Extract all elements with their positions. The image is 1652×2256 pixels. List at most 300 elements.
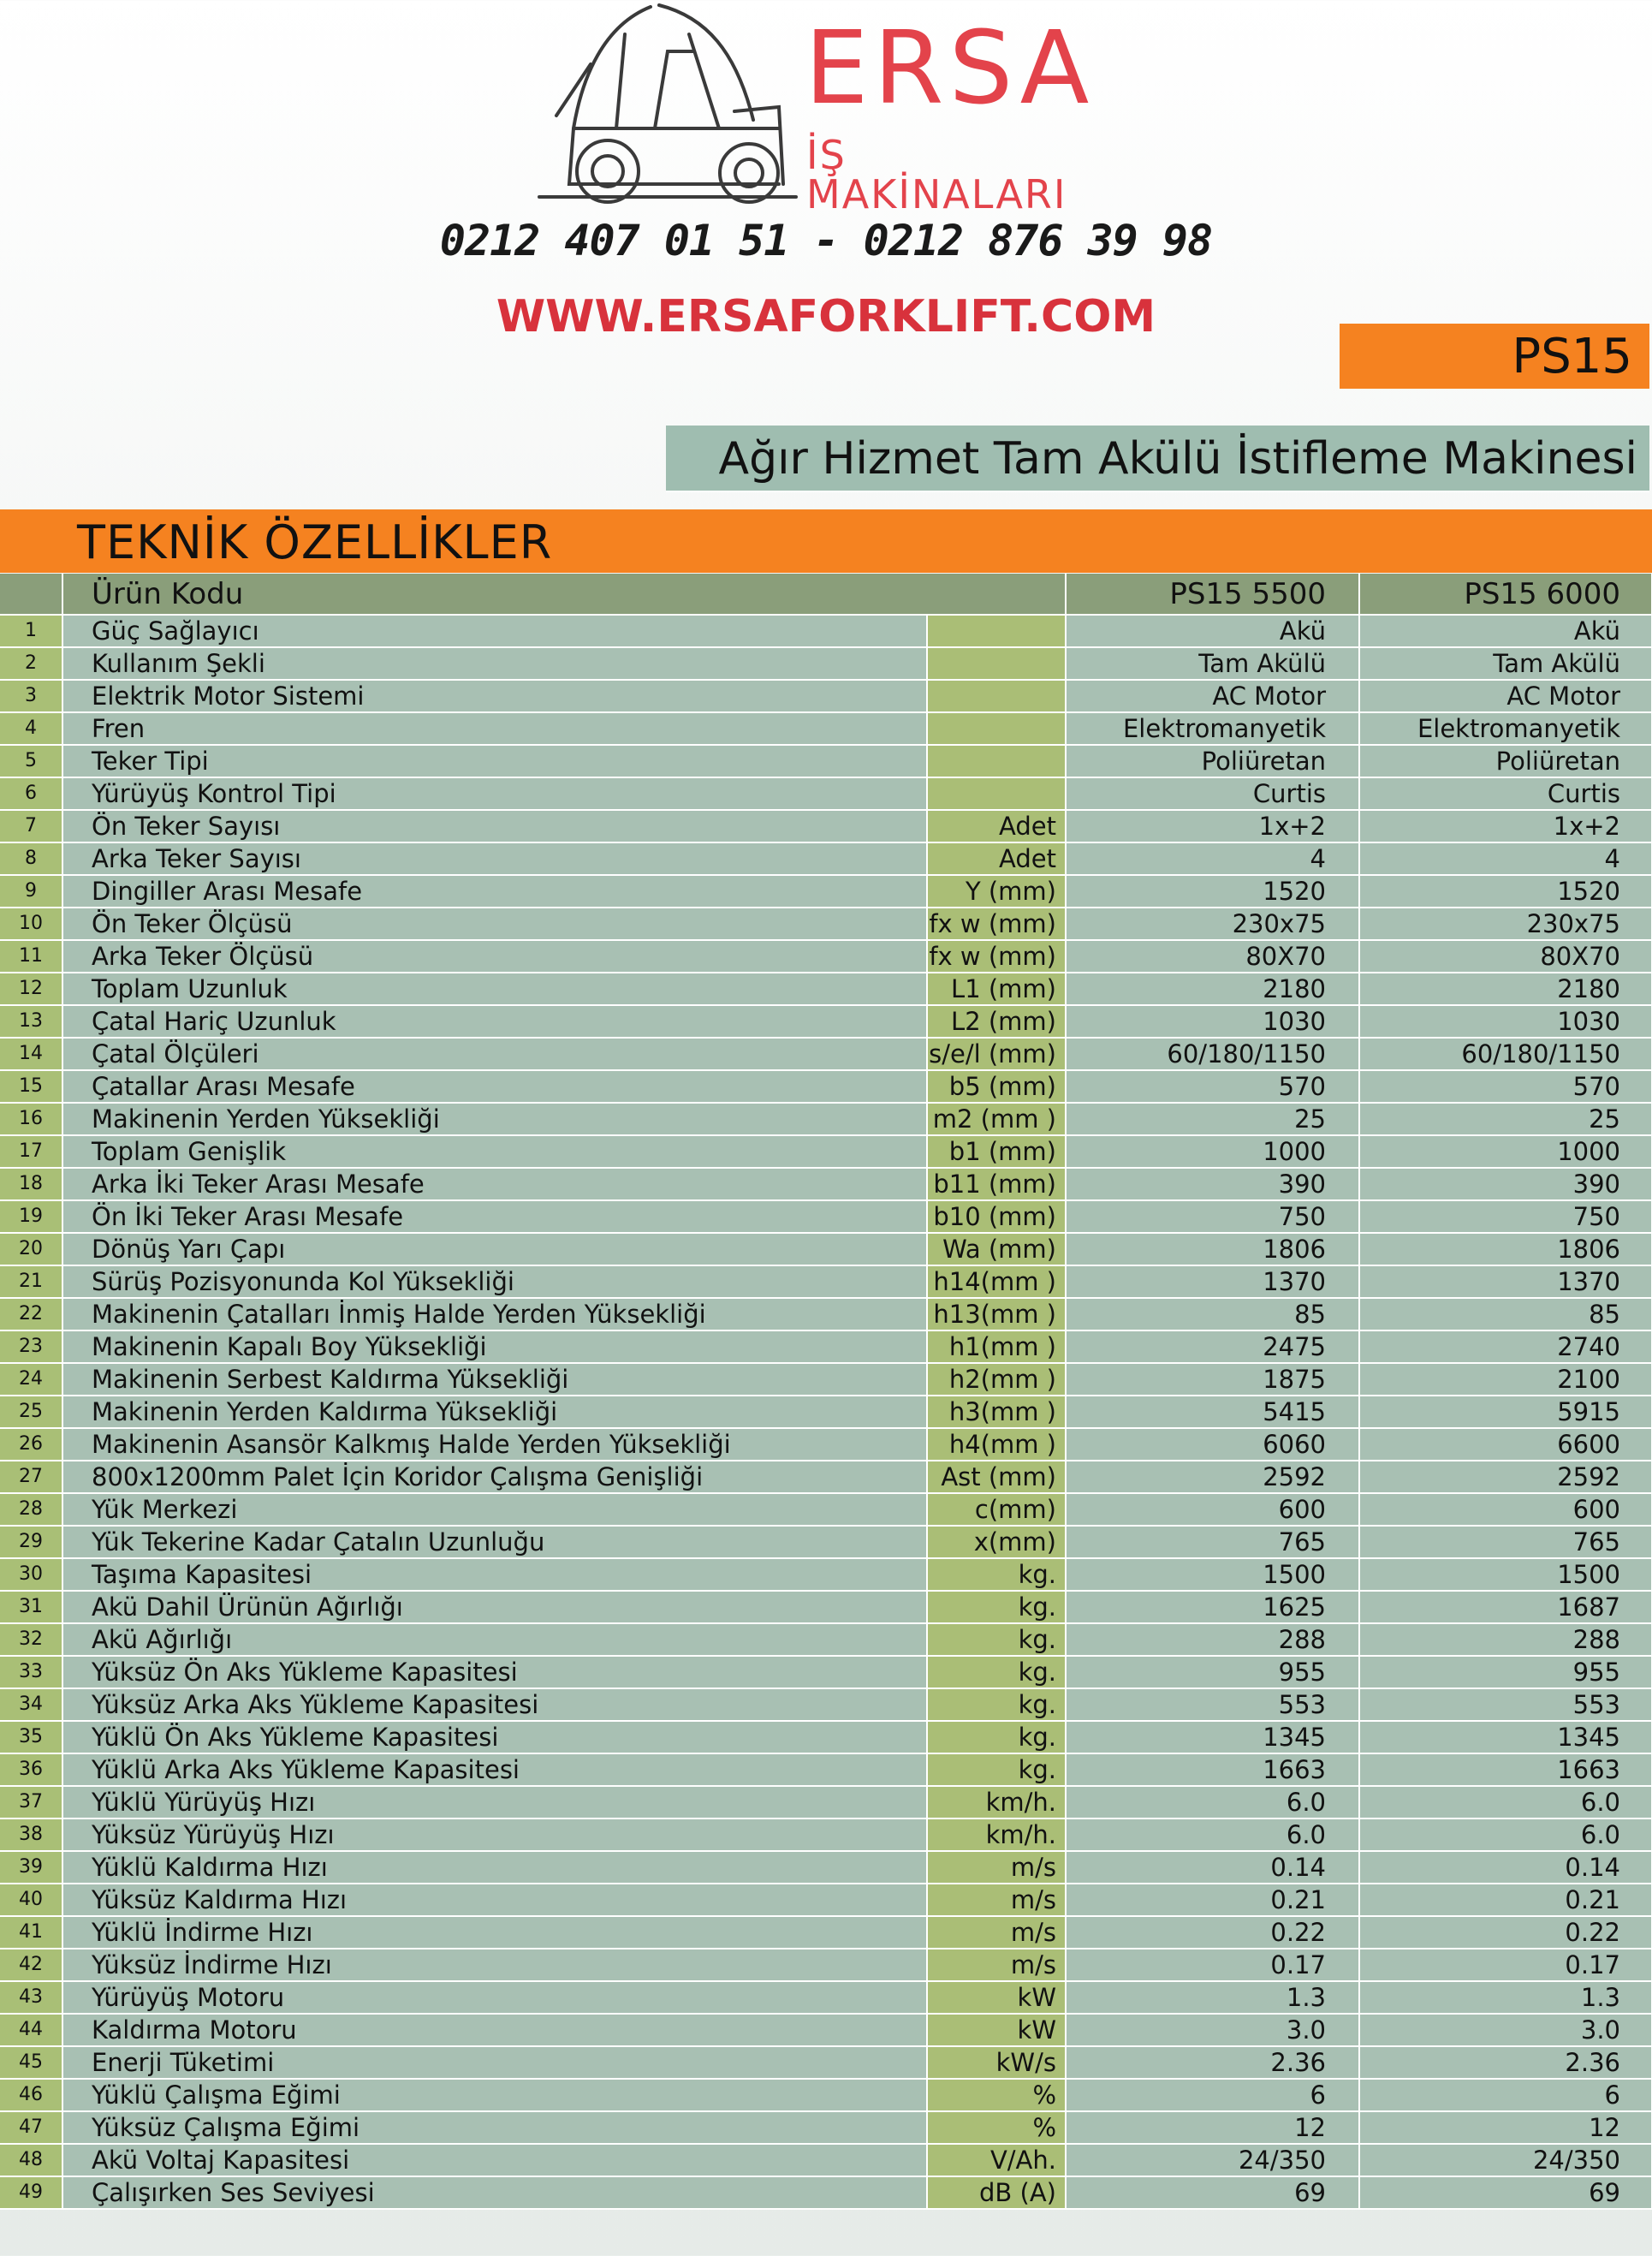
row-number: 27 bbox=[0, 1461, 62, 1493]
row-label: Dingiller Arası Mesafe bbox=[62, 875, 927, 908]
row-label: Akü Voltaj Kapasitesi bbox=[62, 2144, 927, 2176]
row-value-model-2: 1520 bbox=[1359, 875, 1652, 908]
row-value-model-1: 750 bbox=[1066, 1200, 1359, 1233]
table-row bbox=[0, 1330, 1652, 1363]
row-label: Akü Dahil Ürünün Ağırlığı bbox=[62, 1591, 927, 1623]
table-header-row bbox=[0, 574, 1652, 615]
row-unit: b11 (mm) bbox=[927, 1168, 1066, 1200]
row-value-model-1: 3.0 bbox=[1066, 2014, 1359, 2046]
table-row bbox=[0, 1363, 1652, 1396]
row-number: 3 bbox=[0, 680, 62, 712]
row-number: 4 bbox=[0, 712, 62, 745]
row-value-model-2: 6.0 bbox=[1359, 1818, 1652, 1851]
company-logo bbox=[522, 0, 1095, 223]
row-label: Sürüş Pozisyonunda Kol Yüksekliği bbox=[62, 1265, 927, 1298]
row-value-model-2: 4 bbox=[1359, 842, 1652, 875]
row-value-model-2: 12 bbox=[1359, 2111, 1652, 2144]
table-row bbox=[0, 1200, 1652, 1233]
row-value-model-2: 1345 bbox=[1359, 1721, 1652, 1753]
row-number: 16 bbox=[0, 1103, 62, 1135]
row-unit: kg. bbox=[927, 1558, 1066, 1591]
table-row bbox=[0, 1851, 1652, 1884]
row-value-model-1: 2475 bbox=[1066, 1330, 1359, 1363]
row-label: Enerji Tüketimi bbox=[62, 2046, 927, 2079]
row-value-model-2: 1030 bbox=[1359, 1005, 1652, 1038]
row-number: 23 bbox=[0, 1330, 62, 1363]
row-label: Dönüş Yarı Çapı bbox=[62, 1233, 927, 1265]
row-unit: dB (A) bbox=[927, 2176, 1066, 2209]
row-value-model-2: Akü bbox=[1359, 615, 1652, 647]
row-value-model-1: 230x75 bbox=[1066, 908, 1359, 940]
row-number: 49 bbox=[0, 2176, 62, 2209]
table-row bbox=[0, 908, 1652, 940]
table-row bbox=[0, 810, 1652, 842]
row-unit bbox=[927, 777, 1066, 810]
row-unit: kW/s bbox=[927, 2046, 1066, 2079]
row-number: 45 bbox=[0, 2046, 62, 2079]
row-value-model-2: 6 bbox=[1359, 2079, 1652, 2111]
row-value-model-1: 60/180/1150 bbox=[1066, 1038, 1359, 1070]
row-value-model-1: AC Motor bbox=[1066, 680, 1359, 712]
header-label: Ürün Kodu bbox=[62, 574, 1066, 615]
row-number: 17 bbox=[0, 1135, 62, 1168]
row-value-model-2: 1000 bbox=[1359, 1135, 1652, 1168]
table-row bbox=[0, 745, 1652, 777]
row-unit: b1 (mm) bbox=[927, 1135, 1066, 1168]
row-unit: kg. bbox=[927, 1591, 1066, 1623]
row-label: Makinenin Serbest Kaldırma Yüksekliği bbox=[62, 1363, 927, 1396]
row-unit: fx w (mm) bbox=[927, 940, 1066, 973]
row-unit: m/s bbox=[927, 1851, 1066, 1884]
table-row bbox=[0, 1038, 1652, 1070]
table-row bbox=[0, 1265, 1652, 1298]
row-unit bbox=[927, 712, 1066, 745]
table-row bbox=[0, 940, 1652, 973]
row-value-model-1: 1625 bbox=[1066, 1591, 1359, 1623]
row-unit: Adet bbox=[927, 810, 1066, 842]
row-value-model-2: 85 bbox=[1359, 1298, 1652, 1330]
row-number: 24 bbox=[0, 1363, 62, 1396]
row-number: 9 bbox=[0, 875, 62, 908]
row-number: 35 bbox=[0, 1721, 62, 1753]
row-number: 10 bbox=[0, 908, 62, 940]
row-unit: km/h. bbox=[927, 1786, 1066, 1818]
row-label: Yük Tekerine Kadar Çatalın Uzunluğu bbox=[62, 1526, 927, 1558]
row-value-model-1: 600 bbox=[1066, 1493, 1359, 1526]
row-label: Makinenin Asansör Kalkmış Halde Yerden Yüksekliği bbox=[62, 1428, 927, 1461]
row-label: Makinenin Yerden Kaldırma Yüksekliği bbox=[62, 1396, 927, 1428]
table-row bbox=[0, 842, 1652, 875]
table-row bbox=[0, 1233, 1652, 1265]
row-value-model-2: 2180 bbox=[1359, 973, 1652, 1005]
table-row bbox=[0, 1916, 1652, 1949]
row-value-model-2: 1.3 bbox=[1359, 1981, 1652, 2014]
row-unit: Adet bbox=[927, 842, 1066, 875]
row-label: Yüklü Yürüyüş Hızı bbox=[62, 1786, 927, 1818]
brand-name: ERSA bbox=[805, 9, 1095, 127]
row-value-model-2: AC Motor bbox=[1359, 680, 1652, 712]
row-number: 28 bbox=[0, 1493, 62, 1526]
row-number: 36 bbox=[0, 1753, 62, 1786]
row-value-model-1: Elektromanyetik bbox=[1066, 712, 1359, 745]
row-value-model-1: 4 bbox=[1066, 842, 1359, 875]
row-value-model-2: 553 bbox=[1359, 1688, 1652, 1721]
row-value-model-1: 12 bbox=[1066, 2111, 1359, 2144]
row-value-model-2: 570 bbox=[1359, 1070, 1652, 1103]
row-value-model-2: 2100 bbox=[1359, 1363, 1652, 1396]
row-value-model-1: 1370 bbox=[1066, 1265, 1359, 1298]
row-number: 34 bbox=[0, 1688, 62, 1721]
row-number: 33 bbox=[0, 1656, 62, 1688]
row-value-model-1: 1000 bbox=[1066, 1135, 1359, 1168]
row-unit: b10 (mm) bbox=[927, 1200, 1066, 1233]
row-label: Ön Teker Sayısı bbox=[62, 810, 927, 842]
row-value-model-2: 1500 bbox=[1359, 1558, 1652, 1591]
row-value-model-1: Curtis bbox=[1066, 777, 1359, 810]
row-label: Arka Teker Ölçüsü bbox=[62, 940, 927, 973]
row-unit: Wa (mm) bbox=[927, 1233, 1066, 1265]
row-label: Yüklü Arka Aks Yükleme Kapasitesi bbox=[62, 1753, 927, 1786]
table-row bbox=[0, 680, 1652, 712]
row-label: Yüklü Ön Aks Yükleme Kapasitesi bbox=[62, 1721, 927, 1753]
row-unit: h14(mm ) bbox=[927, 1265, 1066, 1298]
row-number: 42 bbox=[0, 1949, 62, 1981]
row-label: Yüksüz Arka Aks Yükleme Kapasitesi bbox=[62, 1688, 927, 1721]
row-value-model-2: 0.14 bbox=[1359, 1851, 1652, 1884]
table-row bbox=[0, 1753, 1652, 1786]
row-unit: h2(mm ) bbox=[927, 1363, 1066, 1396]
row-value-model-2: 600 bbox=[1359, 1493, 1652, 1526]
row-label: Makinenin Çatalları İnmiş Halde Yerden Yüksekliği bbox=[62, 1298, 927, 1330]
row-unit: kg. bbox=[927, 1623, 1066, 1656]
row-label: Çalışırken Ses Seviyesi bbox=[62, 2176, 927, 2209]
table-row bbox=[0, 2014, 1652, 2046]
model-badge: PS15 bbox=[1340, 324, 1649, 389]
row-unit: kW bbox=[927, 1981, 1066, 2014]
row-value-model-1: 0.17 bbox=[1066, 1949, 1359, 1981]
row-number: 39 bbox=[0, 1851, 62, 1884]
table-row bbox=[0, 1526, 1652, 1558]
table-row bbox=[0, 2176, 1652, 2209]
forklift-logo-icon bbox=[522, 0, 805, 214]
row-value-model-1: 288 bbox=[1066, 1623, 1359, 1656]
row-unit: L1 (mm) bbox=[927, 973, 1066, 1005]
row-value-model-2: 5915 bbox=[1359, 1396, 1652, 1428]
row-label: Yüksüz Kaldırma Hızı bbox=[62, 1884, 927, 1916]
row-number: 13 bbox=[0, 1005, 62, 1038]
row-value-model-2: 750 bbox=[1359, 1200, 1652, 1233]
row-value-model-1: 85 bbox=[1066, 1298, 1359, 1330]
row-value-model-2: 1806 bbox=[1359, 1233, 1652, 1265]
table-row bbox=[0, 1493, 1652, 1526]
row-value-model-2: 1370 bbox=[1359, 1265, 1652, 1298]
row-number: 6 bbox=[0, 777, 62, 810]
row-value-model-2: Curtis bbox=[1359, 777, 1652, 810]
row-unit: L2 (mm) bbox=[927, 1005, 1066, 1038]
row-number: 7 bbox=[0, 810, 62, 842]
row-number: 25 bbox=[0, 1396, 62, 1428]
row-value-model-1: 69 bbox=[1066, 2176, 1359, 2209]
row-number: 18 bbox=[0, 1168, 62, 1200]
row-unit: c(mm) bbox=[927, 1493, 1066, 1526]
table-row bbox=[0, 1005, 1652, 1038]
row-value-model-2: 6600 bbox=[1359, 1428, 1652, 1461]
row-unit: kg. bbox=[927, 1656, 1066, 1688]
row-unit: km/h. bbox=[927, 1818, 1066, 1851]
row-value-model-1: 6 bbox=[1066, 2079, 1359, 2111]
row-number: 14 bbox=[0, 1038, 62, 1070]
row-value-model-1: 6060 bbox=[1066, 1428, 1359, 1461]
row-unit: Ast (mm) bbox=[927, 1461, 1066, 1493]
row-unit: b5 (mm) bbox=[927, 1070, 1066, 1103]
table-row bbox=[0, 615, 1652, 647]
row-value-model-2: 230x75 bbox=[1359, 908, 1652, 940]
row-number: 20 bbox=[0, 1233, 62, 1265]
row-unit: h4(mm ) bbox=[927, 1428, 1066, 1461]
row-number: 1 bbox=[0, 615, 62, 647]
row-number: 5 bbox=[0, 745, 62, 777]
row-label: Teker Tipi bbox=[62, 745, 927, 777]
row-value-model-2: 2.36 bbox=[1359, 2046, 1652, 2079]
row-unit: m/s bbox=[927, 1884, 1066, 1916]
row-number: 38 bbox=[0, 1818, 62, 1851]
row-number: 43 bbox=[0, 1981, 62, 2014]
row-label: Güç Sağlayıcı bbox=[62, 615, 927, 647]
table-row bbox=[0, 1818, 1652, 1851]
row-value-model-2: 390 bbox=[1359, 1168, 1652, 1200]
row-value-model-2: Poliüretan bbox=[1359, 745, 1652, 777]
row-value-model-1: 1345 bbox=[1066, 1721, 1359, 1753]
row-value-model-1: 25 bbox=[1066, 1103, 1359, 1135]
row-value-model-1: Akü bbox=[1066, 615, 1359, 647]
table-row bbox=[0, 1428, 1652, 1461]
row-label: Yüklü Kaldırma Hızı bbox=[62, 1851, 927, 1884]
row-label: 800x1200mm Palet İçin Koridor Çalışma Genişliği bbox=[62, 1461, 927, 1493]
row-label: Yüklü Çalışma Eğimi bbox=[62, 2079, 927, 2111]
row-value-model-1: 570 bbox=[1066, 1070, 1359, 1103]
row-label: Çatallar Arası Mesafe bbox=[62, 1070, 927, 1103]
table-row bbox=[0, 1558, 1652, 1591]
row-value-model-1: 1875 bbox=[1066, 1363, 1359, 1396]
row-value-model-1: 1663 bbox=[1066, 1753, 1359, 1786]
row-unit bbox=[927, 615, 1066, 647]
row-label: Taşıma Kapasitesi bbox=[62, 1558, 927, 1591]
row-label: Kaldırma Motoru bbox=[62, 2014, 927, 2046]
row-value-model-2: 765 bbox=[1359, 1526, 1652, 1558]
row-value-model-1: 5415 bbox=[1066, 1396, 1359, 1428]
table-row bbox=[0, 1591, 1652, 1623]
table-row bbox=[0, 712, 1652, 745]
row-value-model-1: 1520 bbox=[1066, 875, 1359, 908]
row-value-model-2: 6.0 bbox=[1359, 1786, 1652, 1818]
row-value-model-2: 69 bbox=[1359, 2176, 1652, 2209]
row-unit bbox=[927, 647, 1066, 680]
table-row bbox=[0, 1623, 1652, 1656]
row-label: Çatal Hariç Uzunluk bbox=[62, 1005, 927, 1038]
row-unit: h1(mm ) bbox=[927, 1330, 1066, 1363]
table-row bbox=[0, 973, 1652, 1005]
row-value-model-2: 80X70 bbox=[1359, 940, 1652, 973]
row-number: 29 bbox=[0, 1526, 62, 1558]
row-number: 8 bbox=[0, 842, 62, 875]
row-unit: V/Ah. bbox=[927, 2144, 1066, 2176]
row-unit: % bbox=[927, 2111, 1066, 2144]
row-value-model-1: 1500 bbox=[1066, 1558, 1359, 1591]
row-label: Makinenin Yerden Yüksekliği bbox=[62, 1103, 927, 1135]
row-number: 11 bbox=[0, 940, 62, 973]
row-label: Makinenin Kapalı Boy Yüksekliği bbox=[62, 1330, 927, 1363]
row-value-model-1: 6.0 bbox=[1066, 1786, 1359, 1818]
row-label: Yüklü İndirme Hızı bbox=[62, 1916, 927, 1949]
row-label: Toplam Genişlik bbox=[62, 1135, 927, 1168]
row-value-model-1: 0.21 bbox=[1066, 1884, 1359, 1916]
row-unit bbox=[927, 680, 1066, 712]
table-row bbox=[0, 1949, 1652, 1981]
row-value-model-2: 955 bbox=[1359, 1656, 1652, 1688]
row-value-model-2: Tam Akülü bbox=[1359, 647, 1652, 680]
row-value-model-1: 0.14 bbox=[1066, 1851, 1359, 1884]
row-label: Yüksüz Ön Aks Yükleme Kapasitesi bbox=[62, 1656, 927, 1688]
row-number: 21 bbox=[0, 1265, 62, 1298]
row-value-model-1: Poliüretan bbox=[1066, 745, 1359, 777]
row-label: Çatal Ölçüleri bbox=[62, 1038, 927, 1070]
row-unit: m2 (mm ) bbox=[927, 1103, 1066, 1135]
row-unit: kg. bbox=[927, 1688, 1066, 1721]
row-number: 47 bbox=[0, 2111, 62, 2144]
table-row bbox=[0, 1168, 1652, 1200]
row-label: Yüksüz İndirme Hızı bbox=[62, 1949, 927, 1981]
row-unit: h3(mm ) bbox=[927, 1396, 1066, 1428]
table-row bbox=[0, 1688, 1652, 1721]
row-number: 40 bbox=[0, 1884, 62, 1916]
row-value-model-1: 1806 bbox=[1066, 1233, 1359, 1265]
row-label: Elektrik Motor Sistemi bbox=[62, 680, 927, 712]
section-title: TEKNİK ÖZELLİKLER bbox=[0, 509, 1652, 573]
row-unit: kg. bbox=[927, 1721, 1066, 1753]
row-value-model-2: 0.17 bbox=[1359, 1949, 1652, 1981]
row-label: Ön Teker Ölçüsü bbox=[62, 908, 927, 940]
row-unit: fx w (mm) bbox=[927, 908, 1066, 940]
table-row bbox=[0, 1656, 1652, 1688]
table-row bbox=[0, 1070, 1652, 1103]
phone-numbers: 0212 407 01 51 - 0212 876 39 98 bbox=[439, 216, 1213, 265]
row-value-model-2: 1687 bbox=[1359, 1591, 1652, 1623]
row-unit: s/e/l (mm) bbox=[927, 1038, 1066, 1070]
row-label: Ön İki Teker Arası Mesafe bbox=[62, 1200, 927, 1233]
row-unit: Y (mm) bbox=[927, 875, 1066, 908]
row-value-model-1: 955 bbox=[1066, 1656, 1359, 1688]
table-row bbox=[0, 2079, 1652, 2111]
row-value-model-2: 0.21 bbox=[1359, 1884, 1652, 1916]
row-value-model-2: 1663 bbox=[1359, 1753, 1652, 1786]
header-model-1: PS15 5500 bbox=[1066, 574, 1359, 615]
row-value-model-1: 6.0 bbox=[1066, 1818, 1359, 1851]
table-row bbox=[0, 1461, 1652, 1493]
row-value-model-1: 2.36 bbox=[1066, 2046, 1359, 2079]
row-number: 48 bbox=[0, 2144, 62, 2176]
row-value-model-2: Elektromanyetik bbox=[1359, 712, 1652, 745]
row-number: 19 bbox=[0, 1200, 62, 1233]
row-value-model-1: 2180 bbox=[1066, 973, 1359, 1005]
row-value-model-2: 60/180/1150 bbox=[1359, 1038, 1652, 1070]
row-value-model-1: 2592 bbox=[1066, 1461, 1359, 1493]
row-number: 2 bbox=[0, 647, 62, 680]
row-label: Yük Merkezi bbox=[62, 1493, 927, 1526]
row-number: 41 bbox=[0, 1916, 62, 1949]
row-value-model-2: 25 bbox=[1359, 1103, 1652, 1135]
row-number: 32 bbox=[0, 1623, 62, 1656]
row-value-model-1: 0.22 bbox=[1066, 1916, 1359, 1949]
table-row bbox=[0, 1298, 1652, 1330]
table-row bbox=[0, 1135, 1652, 1168]
row-number: 37 bbox=[0, 1786, 62, 1818]
table-row bbox=[0, 1884, 1652, 1916]
row-value-model-1: Tam Akülü bbox=[1066, 647, 1359, 680]
row-value-model-2: 1x+2 bbox=[1359, 810, 1652, 842]
row-value-model-1: 1.3 bbox=[1066, 1981, 1359, 2014]
table-row bbox=[0, 1396, 1652, 1428]
row-unit: h13(mm ) bbox=[927, 1298, 1066, 1330]
table-row bbox=[0, 647, 1652, 680]
row-label: Yüksüz Yürüyüş Hızı bbox=[62, 1818, 927, 1851]
brand-subtitle: İŞ MAKİNALARI bbox=[806, 132, 1067, 217]
row-unit: x(mm) bbox=[927, 1526, 1066, 1558]
row-label: Toplam Uzunluk bbox=[62, 973, 927, 1005]
table-row bbox=[0, 2111, 1652, 2144]
row-value-model-1: 1030 bbox=[1066, 1005, 1359, 1038]
row-label: Yürüyüş Kontrol Tipi bbox=[62, 777, 927, 810]
row-number: 30 bbox=[0, 1558, 62, 1591]
row-label: Yürüyüş Motoru bbox=[62, 1981, 927, 2014]
row-number: 22 bbox=[0, 1298, 62, 1330]
row-value-model-1: 1x+2 bbox=[1066, 810, 1359, 842]
row-value-model-1: 765 bbox=[1066, 1526, 1359, 1558]
row-value-model-2: 0.22 bbox=[1359, 1916, 1652, 1949]
row-label: Arka Teker Sayısı bbox=[62, 842, 927, 875]
row-value-model-1: 553 bbox=[1066, 1688, 1359, 1721]
row-value-model-2: 2740 bbox=[1359, 1330, 1652, 1363]
table-row bbox=[0, 2046, 1652, 2079]
row-number: 44 bbox=[0, 2014, 62, 2046]
row-number: 12 bbox=[0, 973, 62, 1005]
row-number: 26 bbox=[0, 1428, 62, 1461]
spec-table bbox=[0, 574, 1652, 2210]
row-value-model-2: 288 bbox=[1359, 1623, 1652, 1656]
table-row bbox=[0, 2144, 1652, 2176]
row-number: 46 bbox=[0, 2079, 62, 2111]
row-number: 31 bbox=[0, 1591, 62, 1623]
row-value-model-2: 2592 bbox=[1359, 1461, 1652, 1493]
website-link[interactable]: WWW.ERSAFORKLIFT.COM bbox=[496, 291, 1156, 342]
row-value-model-2: 24/350 bbox=[1359, 2144, 1652, 2176]
table-row bbox=[0, 1721, 1652, 1753]
row-unit: % bbox=[927, 2079, 1066, 2111]
row-value-model-1: 24/350 bbox=[1066, 2144, 1359, 2176]
table-row bbox=[0, 777, 1652, 810]
row-unit: m/s bbox=[927, 1916, 1066, 1949]
row-label: Kullanım Şekli bbox=[62, 647, 927, 680]
row-unit: kW bbox=[927, 2014, 1066, 2046]
table-row bbox=[0, 1981, 1652, 2014]
row-value-model-2: 3.0 bbox=[1359, 2014, 1652, 2046]
row-label: Akü Ağırlığı bbox=[62, 1623, 927, 1656]
row-unit: m/s bbox=[927, 1949, 1066, 1981]
row-label: Yüksüz Çalışma Eğimi bbox=[62, 2111, 927, 2144]
row-value-model-1: 80X70 bbox=[1066, 940, 1359, 973]
row-unit: kg. bbox=[927, 1753, 1066, 1786]
row-value-model-1: 390 bbox=[1066, 1168, 1359, 1200]
row-label: Fren bbox=[62, 712, 927, 745]
